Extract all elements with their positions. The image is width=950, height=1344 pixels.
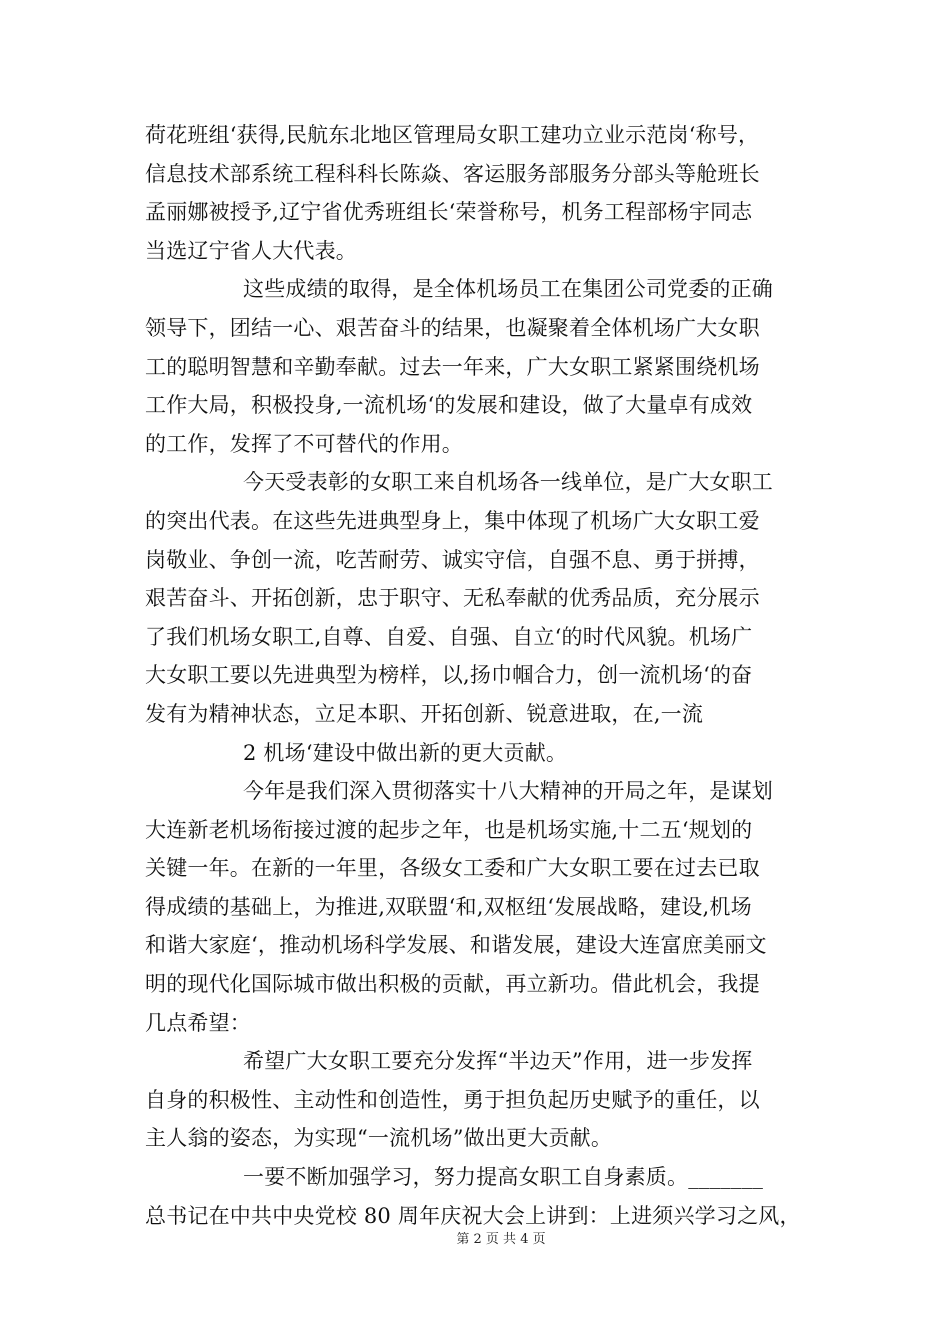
page-number: 第 2 页 共 4 页	[456, 1232, 546, 1247]
text-line: 关键一年。在新的一年里，各级女工委和广大女职工要在过去已取	[145, 856, 760, 881]
text-line: 工作大局，积极投身,一流机场‘的发展和建设，做了大量卓有成效	[145, 393, 753, 418]
paragraph	[145, 1158, 825, 1235]
text-line: 岗敬业、争创一流，吃苦耐劳、诚实守信，自强不息、勇于拼搏，	[145, 547, 760, 572]
text-line: 得成绩的基础上，为推进,双联盟‘和,双枢纽‘发展战略，建设,机场	[145, 894, 752, 919]
text-line: 今年是我们深入贯彻落实十八大精神的开局之年，是谋划	[243, 779, 773, 804]
text-line: 工的聪明智慧和辛勤奉献。过去一年来，广大女职工紧紧围绕机场	[145, 354, 760, 379]
text-line: 大女职工要以先进典型为榜样，以,扬巾帼合力，创一流机场‘的奋	[145, 663, 753, 688]
text-line: 几点希望：	[145, 1010, 251, 1035]
text-line: 的突出代表。在这些先进典型身上，集中体现了机场广大女职工爱	[145, 508, 760, 533]
paragraph	[145, 270, 825, 463]
text-line: 孟丽娜被授予,辽宁省优秀班组长‘荣誉称号，机务工程部杨宇同志	[145, 200, 753, 225]
text-line: 荷花班组‘获得,民航东北地区管理局女职工建功立业示范岗‘称号，	[145, 123, 760, 147]
paragraph	[145, 734, 825, 773]
text-line: 领导下，团结一心、艰苦奋斗的结果，也凝聚着全体机场广大女职	[145, 315, 760, 340]
paragraph	[145, 463, 825, 733]
text-line: 一要不断加强学习，努力提高女职工自身素质。_______	[243, 1165, 764, 1190]
text-line: 的工作，发挥了不可替代的作用。	[145, 431, 463, 456]
text-line: 和谐大家庭‘，推动机场科学发展、和谐发展，建设大连富庶美丽文	[145, 933, 767, 958]
text-line: 了我们机场女职工,自尊、自爱、自强、自立‘的时代风貌。机场广	[145, 624, 753, 649]
text-line: 主人翁的姿态，为实现“一流机场”做出更大贡献。	[145, 1126, 613, 1151]
page-footer	[0, 1228, 950, 1247]
text-line: 发有为精神状态，立足本职、开拓创新、锐意进取，在,一流	[145, 701, 704, 726]
text-line: 今天受表彰的女职工来自机场各一线单位，是广大女职工	[243, 470, 773, 495]
text-line: 2 机场‘建设中做出新的更大贡献。	[243, 740, 568, 765]
paragraph	[145, 1042, 825, 1158]
body-text	[145, 116, 825, 1235]
paragraph	[145, 116, 825, 270]
text-line: 艰苦奋斗、开拓创新，忠于职守、无私奉献的优秀品质，充分展示	[145, 586, 760, 611]
text-line: 这些成绩的取得，是全体机场员工在集团公司党委的正确	[243, 277, 773, 302]
text-line: 总书记在中共中央党校 80 周年庆祝大会上讲到：上进须兴学习之风，	[145, 1203, 801, 1228]
paragraph	[145, 772, 825, 1042]
text-line: 大连新老机场衔接过渡的起步之年，也是机场实施,十二五‘规划的	[145, 817, 753, 842]
text-line: 自身的积极性、主动性和创造性，勇于担负起历史赋予的重任，以	[145, 1087, 760, 1112]
text-line: 信息技术部系统工程科科长陈焱、客运服务部服务分部头等舱班长	[145, 161, 760, 186]
text-line: 明的现代化国际城市做出积极的贡献，再立新功。借此机会，我提	[145, 972, 760, 997]
text-line: 当选辽宁省人大代表。	[145, 238, 357, 263]
text-line: 希望广大女职工要充分发挥“半边天”作用，进一步发挥	[243, 1049, 753, 1074]
